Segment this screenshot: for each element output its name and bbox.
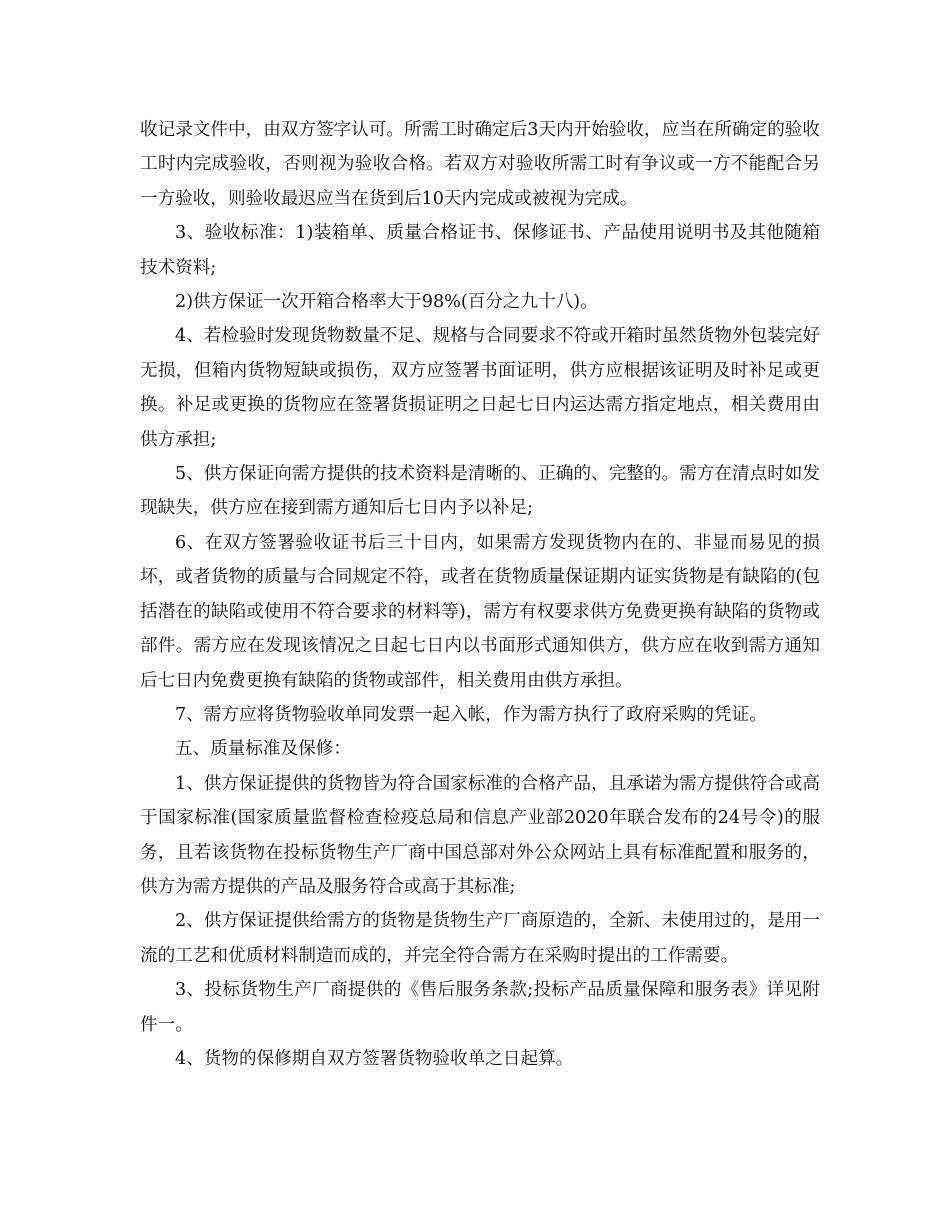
paragraph-technical-documents: 5、供方保证向需方提供的技术资料是清晰的、正确的、完整的。需方在清点时如发现缺失，供方应在接到需方通知后七日内予以补足; (140, 464, 820, 519)
section-heading-quality-warranty: 五、质量标准及保修： (175, 739, 351, 760)
paragraph-acceptance-continuation: 收记录文件中，由双方签字认可。所需工时确定后3天内开始验收，应当在所确定的验收工时内完成验收，否则视为验收合格。若双方对验收所需工时有争议或一方不能配合另一方验收，则验收最迟应当在货到后10天内完成或被视为完成。 (140, 120, 820, 209)
paragraph-defect-replacement: 6、在双方签署验收证书后三十日内，如果需方发现货物内在的、非显而易见的损坏，或者货物的质量与合同规定不符，或者在货物质量保证期内证实货物是有缺陷的(包括潜在的缺陷或使用不符合要求的材料等)，需方有权要求供方免费更换有缺陷的货物或部件。需方应在发现该情况之日起七日内以书面形式通知供方，供方应在收到需方通知后七日内免费更换有缺陷的货物或部件，相关费用由供方承担。 (140, 532, 820, 691)
paragraph-pass-rate: 2)供方保证一次开箱合格率大于98%(百分之九十八)。 (175, 292, 598, 313)
paragraph-invoice-voucher: 7、需方应将货物验收单同发票一起入帐，作为需方执行了政府采购的凭证。 (175, 704, 767, 725)
paragraph-acceptance-standard: 3、验收标准：1)装箱单、质量合格证书、保修证书、产品使用说明书及其他随箱技术资料; (140, 223, 820, 278)
paragraph-national-standard: 1、供方保证提供的货物皆为符合国家标准的合格产品，且承诺为需方提供符合或高于国家标准(国家质量监督检查检疫总局和信息产业部2020年联合发布的24号令)的服务，且若该货物在投标货物生产厂商中国总部对外公众网站上具有标准配置和服务的，供方为需方提供的产品及服务符合或高于其标准; (140, 773, 820, 897)
paragraph-original-new-goods: 2、供方保证提供给需方的货物是货物生产厂商原造的，全新、未使用过的，是用一流的工艺和优质材料制造而成的，并完全符合需方在采购时提出的工作需要。 (140, 911, 820, 966)
document-body (140, 113, 820, 1076)
paragraph-shortage-replacement: 4、若检验时发现货物数量不足、规格与合同要求不符或开箱时虽然货物外包装完好无损，但箱内货物短缺或损伤，双方应签署书面证明，供方应根据该证明及时补足或更换。补足或更换的货物应在签署货损证明之日起七日内运达需方指定地点，相关费用由供方承担; (140, 326, 820, 450)
paragraph-after-sales-terms: 3、投标货物生产厂商提供的《售后服务条款;投标产品质量保障和服务表》详见附件一。 (140, 980, 820, 1035)
paragraph-warranty-start: 4、货物的保修期自双方签署货物验收单之日起算。 (175, 1048, 574, 1069)
